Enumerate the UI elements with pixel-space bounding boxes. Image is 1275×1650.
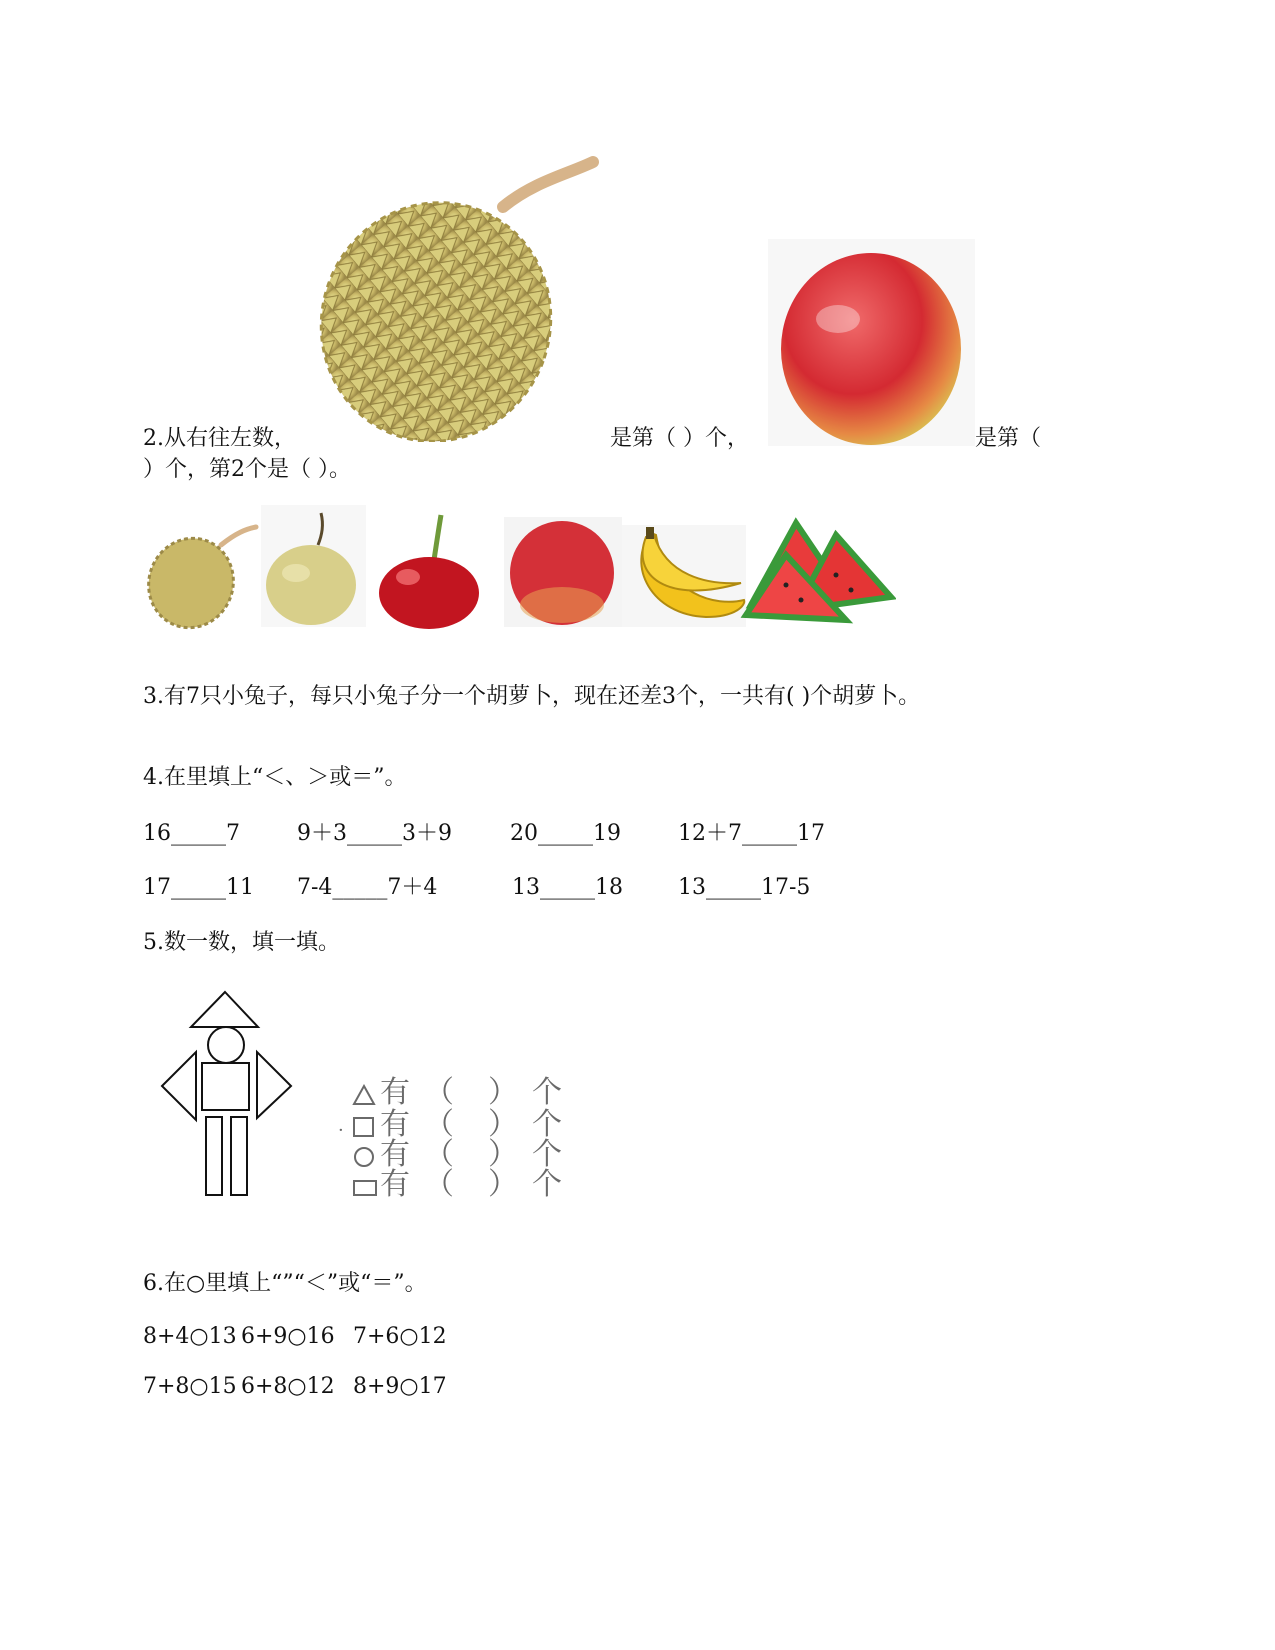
q5-line-square: 有 （ ） 个 [352, 1110, 562, 1142]
q4-item: 7-4_____7＋4 [297, 875, 438, 900]
q6-item: 7+8○15 [143, 1374, 237, 1399]
fruit-pear [261, 505, 366, 627]
q5-line-triangle: 有 （ ） 个 [352, 1078, 562, 1110]
robot-face-circle [208, 1027, 244, 1063]
fruit-cherry [379, 515, 479, 629]
q2-text-line2: ）个，第2个是（ ）。 [143, 457, 351, 482]
q2-text-part3: 是第（ [975, 426, 1042, 451]
q4-item: 16_____7 [143, 821, 240, 846]
q4-item: 12＋7_____17 [678, 821, 825, 846]
q4-item: 17_____11 [143, 875, 254, 900]
q6-item: 7+6○12 [353, 1324, 447, 1349]
q6-row-1 [143, 1326, 543, 1350]
q5-title: 5.数一数，填一填。 [143, 930, 340, 955]
q5-count-panel [338, 1072, 563, 1202]
q4-row-1 [143, 823, 943, 847]
q6-title: 6.在○里填上“”“＜”或“＝”。 [143, 1271, 427, 1296]
q2-text-part1: 2.从右往左数， [143, 426, 296, 451]
rectangle-icon [352, 1176, 378, 1198]
robot-left-leg-rectangle [206, 1117, 222, 1195]
q4-row-2 [143, 877, 943, 901]
q6-item: 6+9○16 [241, 1324, 335, 1349]
q4-item: 9＋3_____3＋9 [297, 821, 452, 846]
robot-right-arm-triangle [257, 1052, 291, 1118]
robot-head-triangle [191, 992, 258, 1027]
q3-text: 3.有7只小兔子，每只小兔子分一个胡萝卜，现在还差3个，一共有( )个胡萝卜。 [143, 684, 921, 709]
fruit-durian [146, 526, 256, 630]
triangle-icon [352, 1084, 376, 1106]
robot-left-arm-triangle [162, 1052, 196, 1120]
circle-icon [352, 1146, 376, 1168]
square-icon [352, 1116, 376, 1138]
durian-large-image [318, 152, 603, 442]
q4-title: 4.在里填上“＜、＞或＝”。 [143, 765, 407, 790]
panel-dot: · [338, 1120, 344, 1141]
fruit-watermelon [746, 523, 891, 620]
q5-line-circle: 有 （ ） 个 [352, 1140, 562, 1172]
shape-robot-figure [158, 990, 298, 1200]
q4-item: 13_____18 [512, 875, 623, 900]
robot-right-leg-rectangle [231, 1117, 247, 1195]
robot-body-square [202, 1063, 249, 1110]
q6-row-2 [143, 1376, 543, 1400]
fruit-peach [504, 517, 622, 627]
q5-line-rectangle: 有 （ ） 个 [352, 1170, 562, 1202]
fruit-banana [622, 525, 746, 627]
q2-text-part2: 是第（ ）个， [610, 426, 749, 451]
q4-item: 20_____19 [510, 821, 621, 846]
fruit-row [146, 505, 896, 630]
peach-large-image [768, 239, 975, 446]
q4-item: 13_____17-5 [678, 875, 811, 900]
q6-item: 8+4○13 [143, 1324, 237, 1349]
q6-item: 8+9○17 [353, 1374, 447, 1399]
q6-item: 6+8○12 [241, 1374, 335, 1399]
